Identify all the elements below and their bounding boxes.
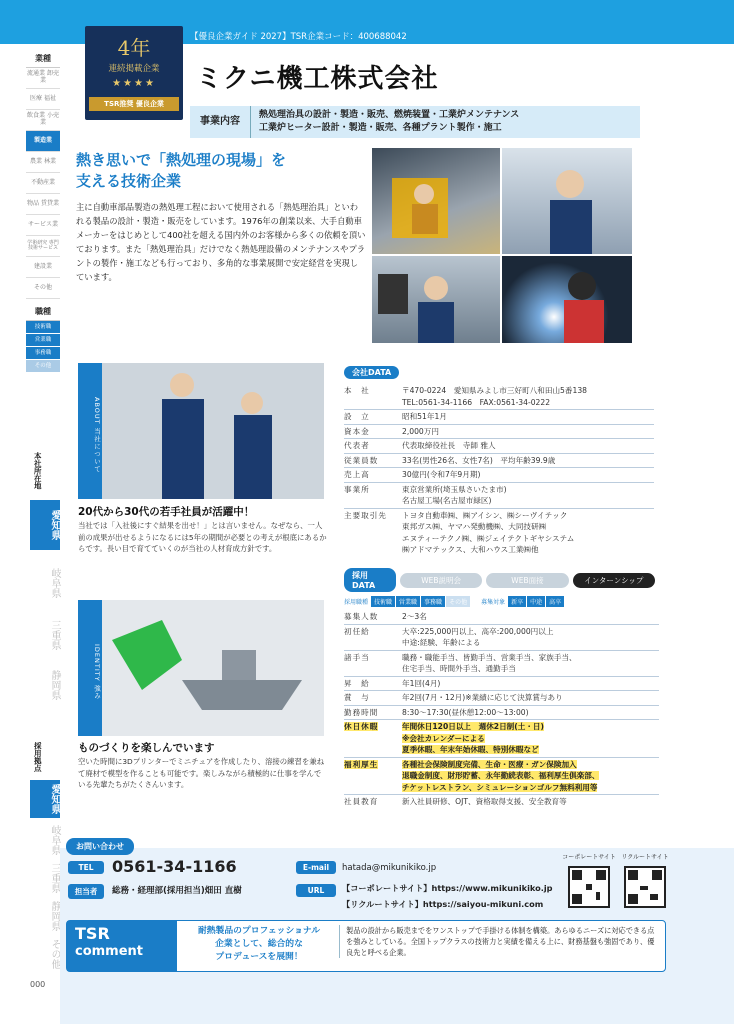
company-data-row	[344, 425, 654, 440]
company-data-row	[344, 439, 654, 454]
sidebar-industry[interactable]: 流通業 卸売業	[26, 68, 60, 89]
sidebar-industry[interactable]: 農業 林業	[26, 152, 60, 173]
catch-line: 耐熱製品のプロフェッショナル	[197, 926, 321, 936]
tsr-catchphrase	[183, 925, 335, 964]
recruit-row	[344, 610, 659, 625]
row-value: 〒470-0224 愛知県みよし市三好町八和田山5番138	[402, 386, 587, 395]
worker-illustration	[502, 148, 632, 254]
row-value: 代表取締役社長 寺師 雅人	[402, 441, 496, 450]
recruit-url[interactable]: 【リクルートサイト】https://saiyou-mikuni.com	[342, 899, 544, 909]
row-value: TEL:0561-34-1166 FAX:0561-34-0222	[402, 397, 551, 407]
hire-region[interactable]: その他	[49, 939, 60, 969]
about-title: 20代から30代の若手社員が活躍中！	[78, 506, 255, 518]
email-label: E-mail	[296, 861, 336, 874]
headline-line: 熱き思いで「熱処理の現場」を	[76, 151, 287, 169]
target-chip: 中途	[527, 596, 545, 607]
row-key: 資本金	[344, 426, 370, 436]
recruit-row	[344, 625, 659, 651]
row-value: 中途:経験、年齢による	[402, 638, 481, 647]
recruit-row	[344, 691, 659, 706]
identity-title: ものづくりを楽しんでいます	[78, 742, 215, 754]
sidebar-industry[interactable]: 学術研究 専門 技術サービス	[26, 236, 60, 257]
sidebar	[26, 50, 60, 373]
row-key: 募集人数	[344, 612, 379, 621]
sidebar-industry[interactable]: 物品 賃貸業	[26, 194, 60, 215]
row-key: 休日休暇	[344, 722, 379, 731]
tsr-label	[67, 921, 177, 971]
identity-tag: IDENTITY 強み	[78, 600, 102, 736]
sidebar-industry[interactable]: サービス業	[26, 215, 60, 236]
row-value: 33名(男性26名、女性7名) 平均年齢39.9歳	[402, 455, 556, 465]
job-heading: 職種	[26, 303, 60, 321]
target-chip: 高卒	[546, 596, 564, 607]
job-chip: その他	[446, 596, 470, 607]
tsr-comment-body: 製品の設計から販売までをワンストップで手掛ける体制を構築。あらゆるニーズに対応できる点を強みとしている。全国トップクラスの技術力と実績を備える上に、財務基盤も強固であり、優良先と呼べる企業。	[339, 925, 661, 958]
target-chip: 新卒	[508, 596, 526, 607]
row-key: 本 社	[344, 386, 370, 395]
row-value: 住宅手当、時間外手当、通勤手当	[402, 664, 516, 673]
company-data-row	[344, 454, 654, 469]
recruit-qr-code[interactable]	[624, 866, 666, 908]
business-line: 工業炉ヒーター設計・製造・販売、各種プラント製作・施工	[259, 123, 502, 133]
row-key: 従業員数	[344, 455, 379, 465]
hire-region[interactable]: 岐阜県	[49, 825, 60, 855]
hq-region[interactable]: 岐阜県	[49, 567, 60, 598]
hire-region[interactable]: 三重県	[49, 863, 60, 893]
company-data	[344, 360, 654, 557]
welding-photo	[502, 256, 632, 343]
contact-title: お問い合わせ	[66, 838, 134, 855]
row-value: ※会社カレンダーによる	[402, 733, 485, 743]
recruit-row	[344, 651, 659, 677]
row-value: 東京営業所(埼玉県さいたま市)	[402, 484, 507, 494]
sidebar-industry[interactable]: 飲食業 小売業	[26, 110, 60, 131]
company-data-row	[344, 468, 654, 483]
recruit-row	[344, 677, 659, 692]
sidebar-industry-active[interactable]: 製造業	[26, 131, 60, 152]
contact-person: 総務・経理部(採用担当)畑田 直樹	[112, 886, 242, 896]
company-data-row	[344, 483, 654, 509]
recruit-data-tag: 採用DATA	[344, 568, 396, 592]
company-data-tag: 会社DATA	[344, 366, 399, 379]
worker-photo	[502, 148, 632, 254]
sidebar-industry[interactable]: 建設業	[26, 257, 60, 278]
row-value: 30億円(令和7年9月期)	[402, 470, 481, 479]
corporate-url[interactable]: 【コーポレートサイト】https://www.mikunikiko.jp	[342, 883, 553, 893]
industry-heading: 業種	[26, 50, 60, 68]
office-photo	[372, 256, 500, 343]
row-key: 福利厚生	[344, 759, 379, 769]
company-data-row	[344, 410, 654, 425]
hire-region[interactable]: 静岡県	[49, 901, 60, 931]
business-description	[250, 106, 640, 138]
forklift-illustration	[372, 148, 500, 254]
email-address[interactable]: hatada@mikunikiko.jp	[342, 863, 437, 873]
qr-corporate-label: コーポレートサイト	[562, 854, 616, 861]
badge-subtitle: 連続掲載企業	[108, 64, 160, 74]
headline-line: 支える技術企業	[76, 172, 182, 190]
row-value: 大卒:225,000円以上、高卒:200,000円以上	[402, 626, 554, 636]
web-interview-pill: WEB面接	[486, 573, 568, 588]
row-value: 新入社員研修、OJT、資格取得支援、安全教育等	[402, 797, 567, 806]
job-chip: 営業職	[396, 596, 420, 607]
page-headline	[76, 150, 366, 192]
person-label: 担当者	[68, 884, 104, 899]
sidebar-industry[interactable]: 不動産業	[26, 173, 60, 194]
row-key: 主要取引先	[344, 510, 387, 520]
target-label: 募集対象	[481, 599, 506, 606]
identity-photo	[78, 600, 324, 736]
sidebar-industry[interactable]: 医療 福祉	[26, 89, 60, 110]
row-key: 諸手当	[344, 652, 370, 662]
tsr-comment	[66, 920, 666, 972]
about-body: 当社では「入社後にすぐ結果を出せ！」とは言いません。なぜなら、一人前の成果が出せるようになるには5年の期間が必要との考えが根底にあるからです。長い目で育てていくのが当社の人材育成方針です。	[78, 521, 327, 553]
row-key: 事業所	[344, 484, 370, 494]
row-value: 名古屋工場(名古屋市緑区)	[402, 496, 492, 505]
company-data-row	[344, 384, 654, 410]
tsr-label-main: TSR	[75, 924, 110, 943]
row-value: 2,000万円	[402, 426, 439, 436]
qr-pattern	[570, 868, 608, 906]
row-key: 社員教育	[344, 797, 379, 806]
job-type-label: 採用職種	[344, 599, 369, 606]
identity-body: 空いた時間に3Dプリンターでミニチュアを作成したり、溶接の練習を兼ねて廃材で模型を作ることも可能です。楽しみながら積極的に仕事を学んでいる先輩たちがたくさんいます。	[78, 757, 325, 789]
row-value: 年2回(7月・12月)※業績に応じて決算賞与あり	[402, 693, 563, 702]
row-value: 東邦ガス㈱、ヤマハ発動機㈱、大同技研㈱	[402, 522, 547, 531]
row-key: 賞 与	[344, 693, 370, 702]
row-value: 年間休日120日以上 週休2日制(土・日)	[402, 722, 544, 731]
hire-location-label: 採用拠点	[33, 742, 43, 772]
row-key: 初任給	[344, 626, 370, 636]
row-value: エヌティーテクノ㈱、㈱ジェイテクトギヤシステム	[402, 533, 575, 543]
office-illustration	[372, 256, 500, 343]
company-data-row	[344, 509, 654, 557]
job-chip: 技術職	[371, 596, 395, 607]
award-badge	[85, 26, 183, 120]
sidebar-job[interactable]: 技術職	[26, 321, 60, 333]
web-seminar-pill: WEB説明会	[400, 573, 482, 588]
hq-location-label: 本社所在地	[33, 452, 43, 490]
row-value: 昭和51年1月	[402, 412, 447, 421]
hq-region[interactable]: 静岡県	[49, 669, 60, 700]
sidebar-industry[interactable]: その他	[26, 278, 60, 299]
row-value: 8:30〜17:30(昼休憩12:00〜13:00)	[402, 707, 529, 717]
boat-model-illustration	[102, 600, 324, 736]
catch-line: 企業として、総合的な	[215, 939, 303, 949]
sidebar-job[interactable]: 事務職	[26, 347, 60, 359]
row-key: 勤務時間	[344, 707, 379, 717]
about-photo	[78, 363, 324, 499]
job-chip: 事務職	[421, 596, 445, 607]
row-key: 代表者	[344, 441, 370, 450]
welder-illustration	[502, 256, 632, 343]
internship-pill: インターンシップ	[573, 573, 655, 588]
hq-region-active[interactable]: 愛知県	[30, 500, 60, 550]
row-value: 夏季休暇、年末年始休暇、特別休暇など	[402, 745, 539, 754]
row-value: 年1回(4月)	[402, 678, 441, 688]
tel-label: TEL	[68, 861, 104, 874]
recruit-data	[344, 568, 659, 809]
recruit-row-welfare	[344, 758, 659, 796]
row-value: チケットレストラン、シミュレーションゴルフ無料利用等	[402, 782, 598, 792]
hire-region-active[interactable]: 愛知県	[30, 780, 60, 818]
recruit-row	[344, 706, 659, 721]
row-value: 2〜3名	[402, 612, 427, 621]
badge-years: 4年	[117, 36, 151, 60]
badge-ribbon: TSR推奨 優良企業	[89, 97, 179, 111]
row-value: ㈱アドマテックス、大和ハウス工業㈱他	[402, 545, 539, 554]
tel-number[interactable]: 0561-34-1166	[112, 857, 237, 876]
row-key: 昇 給	[344, 678, 370, 688]
recruit-row	[344, 795, 659, 809]
sidebar-job[interactable]: 営業職	[26, 334, 60, 346]
photo-grid	[372, 148, 632, 343]
intro-text: 主に自動車部品製造の熱処理工程において使用される「熱処理治具」といわれる製品の設計・製造・販売をしています。1976年の創業以来、大手自動車メーカーをはじめとして400社を超える国内外のお客様から多くの依頼を頂いております。また「熱処理治具」だけでなく熱処理設備のメンテナンスやプラントの製作・施工なども行っており、多角的な事業展開で安定経営を実現しています。	[76, 202, 366, 282]
business-line: 熱処理治具の設計・製造・販売、燃焼装置・工業炉メンテナンス	[259, 110, 520, 120]
guide-meta: 【優良企業ガイド 2027】TSR企業コード：400688042	[190, 32, 407, 42]
recruit-row-holiday	[344, 720, 659, 758]
row-key: 設 立	[344, 412, 370, 421]
page-number: 000	[30, 980, 46, 989]
catch-line: プロデュースを展開！	[215, 952, 303, 962]
row-value: トヨタ自動車㈱、㈱アイシン、㈱シーヴイテック	[402, 510, 568, 520]
row-value: 各種社会保険制度完備、生命・医療・ガン保険加入	[402, 759, 577, 769]
staff-illustration	[102, 363, 324, 499]
row-value: 職務・職能手当、皆勤手当、営業手当、家族手当、	[402, 652, 577, 662]
qr-pattern	[626, 868, 664, 906]
badge-stars: ★★★★	[112, 78, 156, 89]
url-label: URL	[296, 884, 336, 897]
hq-region[interactable]: 三重県	[49, 619, 60, 650]
qr-recruit-label: リクルートサイト	[621, 854, 669, 861]
corporate-qr-code[interactable]	[568, 866, 610, 908]
forklift-photo	[372, 148, 500, 254]
row-key: 売上高	[344, 470, 370, 479]
about-tag: ABOUT 当社について	[78, 363, 102, 499]
row-value: 退職金制度、財形貯蓄、永年勤続表彰、福利厚生倶楽部、	[402, 771, 600, 780]
business-label: 事業内容	[190, 106, 250, 138]
company-name: ミクニ機工株式会社	[196, 64, 439, 94]
tsr-label-sub: comment	[75, 944, 144, 959]
sidebar-job[interactable]: その他	[26, 360, 60, 372]
